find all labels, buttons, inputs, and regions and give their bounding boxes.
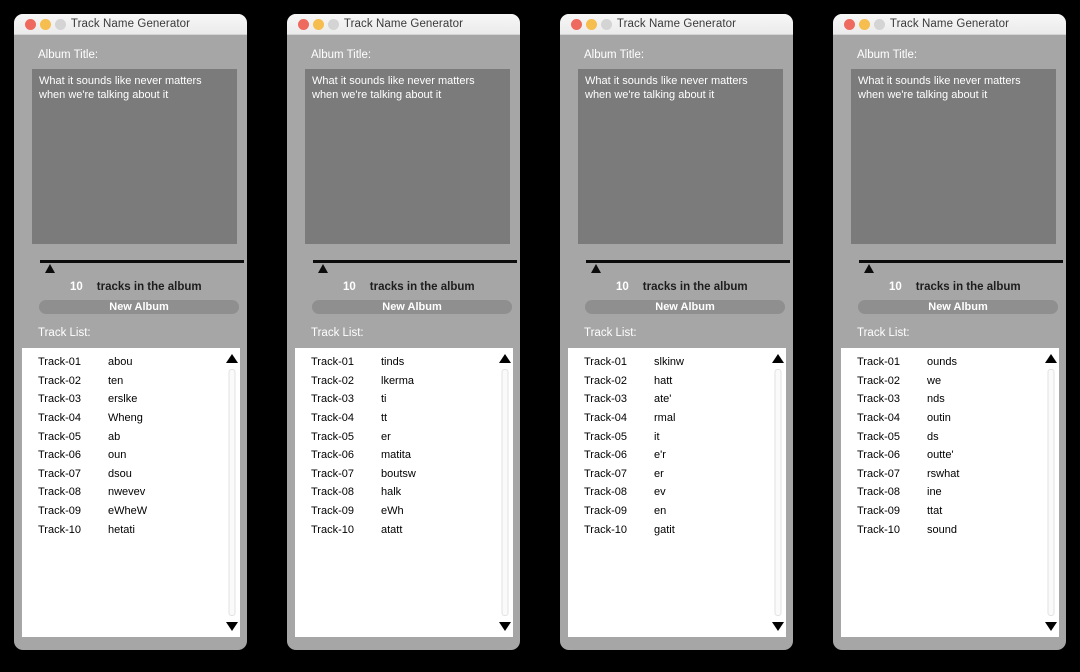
track-id: Track-08 (584, 486, 627, 499)
track-id: Track-10 (38, 523, 81, 536)
track-id: Track-04 (38, 412, 81, 425)
track-count-row (833, 280, 1066, 294)
scrollbar[interactable] (496, 348, 513, 637)
album-title-textarea[interactable]: What it sounds like never matters when we're talking about it (578, 69, 783, 244)
scroll-down-icon[interactable] (226, 622, 238, 631)
slider-pointer-icon[interactable] (591, 264, 601, 273)
traffic-lights (25, 14, 66, 34)
zoom-button[interactable] (874, 19, 885, 30)
track-name: we (927, 374, 942, 387)
track-name: ten (108, 374, 124, 387)
track-row[interactable] (584, 520, 770, 539)
track-id: Track-08 (857, 486, 900, 499)
album-title-label: Album Title: (311, 49, 372, 61)
close-button[interactable] (571, 19, 582, 30)
track-row[interactable] (857, 483, 1043, 502)
track-list-label: Track List: (38, 327, 91, 339)
zoom-button[interactable] (328, 19, 339, 30)
titlebar[interactable] (560, 14, 793, 35)
track-name: dsou (108, 467, 132, 480)
scroll-down-icon[interactable] (772, 622, 784, 631)
scroll-up-icon[interactable] (499, 354, 511, 363)
scrollbar[interactable] (223, 348, 240, 637)
track-id: Track-01 (584, 356, 627, 369)
track-row[interactable] (311, 409, 497, 428)
slider-pointer-icon[interactable] (864, 264, 874, 273)
zoom-button[interactable] (601, 19, 612, 30)
track-rows (584, 353, 770, 539)
track-row[interactable] (857, 427, 1043, 446)
track-name: eWheW (108, 505, 148, 518)
track-name: ds (927, 430, 939, 443)
album-title-label: Album Title: (857, 49, 918, 61)
track-id: Track-07 (857, 467, 900, 480)
window-title: Track Name Generator (889, 18, 1010, 30)
track-name: it (654, 430, 660, 443)
track-listbox (841, 348, 1059, 637)
window-title: Track Name Generator (343, 18, 464, 30)
window-2 (287, 14, 520, 650)
track-name: er (381, 430, 391, 443)
scroll-down-icon[interactable] (499, 622, 511, 631)
traffic-lights (844, 14, 885, 34)
track-row[interactable] (857, 446, 1043, 465)
track-count-row (560, 280, 793, 294)
titlebar[interactable] (833, 14, 1066, 35)
minimize-button[interactable] (586, 19, 597, 30)
track-name: ttat (927, 505, 943, 518)
track-count-caption: tracks in the album (642, 281, 748, 293)
album-title-textarea[interactable]: What it sounds like never matters when we're talking about it (305, 69, 510, 244)
track-id: Track-01 (38, 356, 81, 369)
track-row[interactable] (584, 465, 770, 484)
track-listbox (568, 348, 786, 637)
track-id: Track-07 (584, 467, 627, 480)
track-count-value: 10 (889, 281, 902, 293)
window-title: Track Name Generator (70, 18, 191, 30)
track-name: matita (381, 449, 411, 462)
album-title-textarea[interactable]: What it sounds like never matters when we're talking about it (32, 69, 237, 244)
track-row[interactable] (38, 353, 224, 372)
track-name: oun (108, 449, 127, 462)
track-name: nds (927, 393, 945, 406)
new-album-button[interactable]: New Album (312, 300, 512, 314)
track-row[interactable] (584, 390, 770, 409)
scroll-up-icon[interactable] (226, 354, 238, 363)
track-row[interactable] (857, 372, 1043, 391)
minimize-button[interactable] (40, 19, 51, 30)
scroll-thumb[interactable] (228, 369, 235, 616)
traffic-lights (298, 14, 339, 34)
track-count-caption: tracks in the album (96, 281, 202, 293)
track-id: Track-05 (584, 430, 627, 443)
track-id: Track-01 (311, 356, 354, 369)
track-name: outte' (927, 449, 954, 462)
track-row[interactable] (38, 390, 224, 409)
track-row[interactable] (38, 446, 224, 465)
track-id: Track-08 (311, 486, 354, 499)
track-id: Track-10 (311, 523, 354, 536)
track-row[interactable] (857, 465, 1043, 484)
track-count-slider[interactable] (313, 260, 517, 272)
album-title-label: Album Title: (38, 49, 99, 61)
track-row[interactable] (38, 483, 224, 502)
track-row[interactable] (311, 390, 497, 409)
track-name: ti (381, 393, 387, 406)
track-name: eWh (381, 505, 404, 518)
track-id: Track-02 (311, 374, 354, 387)
minimize-button[interactable] (313, 19, 324, 30)
album-title-label: Album Title: (584, 49, 645, 61)
track-id: Track-04 (857, 412, 900, 425)
track-name: sound (927, 523, 957, 536)
track-name: lkerma (381, 374, 415, 387)
track-rows (857, 353, 1043, 539)
window-1 (14, 14, 247, 650)
track-list-label: Track List: (857, 327, 910, 339)
slider-pointer-icon[interactable] (45, 264, 55, 273)
new-album-button[interactable]: New Album (39, 300, 239, 314)
track-count-slider[interactable] (859, 260, 1063, 272)
zoom-button[interactable] (55, 19, 66, 30)
track-row[interactable] (857, 409, 1043, 428)
track-id: Track-07 (38, 467, 81, 480)
track-row[interactable] (857, 390, 1043, 409)
track-id: Track-06 (311, 449, 354, 462)
new-album-button[interactable]: New Album (858, 300, 1058, 314)
scrollbar[interactable] (769, 348, 786, 637)
track-id: Track-05 (311, 430, 354, 443)
track-name: abou (108, 356, 133, 369)
track-listbox (22, 348, 240, 637)
track-name: erslke (108, 393, 138, 406)
track-row[interactable] (584, 353, 770, 372)
track-id: Track-06 (857, 449, 900, 462)
track-name: ounds (927, 356, 957, 369)
close-button[interactable] (298, 19, 309, 30)
track-name: boutsw (381, 467, 416, 480)
track-id: Track-10 (857, 523, 900, 536)
track-row[interactable] (38, 502, 224, 521)
track-id: Track-03 (584, 393, 627, 406)
scrollbar[interactable] (1042, 348, 1059, 637)
track-rows (38, 353, 224, 539)
track-list-label: Track List: (584, 327, 637, 339)
track-row[interactable] (311, 427, 497, 446)
track-id: Track-06 (38, 449, 81, 462)
scroll-thumb[interactable] (1047, 369, 1054, 616)
track-name: hetati (108, 523, 135, 536)
track-id: Track-08 (38, 486, 81, 499)
track-row[interactable] (857, 502, 1043, 521)
track-id: Track-03 (311, 393, 354, 406)
track-id: Track-04 (311, 412, 354, 425)
track-count-value: 10 (616, 281, 629, 293)
track-id: Track-05 (38, 430, 81, 443)
traffic-lights (571, 14, 612, 34)
new-album-button[interactable]: New Album (585, 300, 785, 314)
window-3 (560, 14, 793, 650)
track-row[interactable] (38, 372, 224, 391)
track-row[interactable] (311, 502, 497, 521)
track-count-row (14, 280, 247, 294)
track-row[interactable] (38, 520, 224, 539)
track-name: ate' (654, 393, 672, 406)
track-count-row (287, 280, 520, 294)
scroll-up-icon[interactable] (772, 354, 784, 363)
track-row[interactable] (311, 446, 497, 465)
track-name: Wheng (108, 412, 143, 425)
track-list-label: Track List: (311, 327, 364, 339)
track-count-caption: tracks in the album (915, 281, 1021, 293)
track-row[interactable] (584, 446, 770, 465)
track-row[interactable] (584, 502, 770, 521)
track-row[interactable] (38, 427, 224, 446)
track-name: atatt (381, 523, 403, 536)
track-name: ev (654, 486, 666, 499)
track-name: rmal (654, 412, 676, 425)
track-name: halk (381, 486, 402, 499)
track-row[interactable] (584, 409, 770, 428)
track-name: er (654, 467, 664, 480)
scroll-thumb[interactable] (774, 369, 781, 616)
scroll-up-icon[interactable] (1045, 354, 1057, 363)
track-id: Track-03 (38, 393, 81, 406)
track-id: Track-10 (584, 523, 627, 536)
track-name: outin (927, 412, 951, 425)
track-row[interactable] (38, 465, 224, 484)
track-row[interactable] (584, 483, 770, 502)
track-id: Track-09 (38, 505, 81, 518)
track-id: Track-02 (857, 374, 900, 387)
track-row[interactable] (311, 520, 497, 539)
track-row[interactable] (584, 427, 770, 446)
titlebar[interactable] (14, 14, 247, 35)
track-name: ine (927, 486, 942, 499)
track-count-slider[interactable] (586, 260, 790, 272)
track-id: Track-02 (38, 374, 81, 387)
track-row[interactable] (311, 372, 497, 391)
track-row[interactable] (311, 483, 497, 502)
track-id: Track-05 (857, 430, 900, 443)
track-id: Track-09 (311, 505, 354, 518)
track-id: Track-09 (857, 505, 900, 518)
track-name: rswhat (927, 467, 960, 480)
track-name: en (654, 505, 667, 518)
track-name: tinds (381, 356, 405, 369)
track-count-caption: tracks in the album (369, 281, 475, 293)
minimize-button[interactable] (859, 19, 870, 30)
track-count-value: 10 (70, 281, 83, 293)
track-name: tt (381, 412, 388, 425)
track-id: Track-02 (584, 374, 627, 387)
scroll-thumb[interactable] (501, 369, 508, 616)
track-row[interactable] (311, 353, 497, 372)
track-rows (311, 353, 497, 539)
track-name: hatt (654, 374, 673, 387)
track-name: gatit (654, 523, 675, 536)
close-button[interactable] (844, 19, 855, 30)
track-name: e'r (654, 449, 666, 462)
track-id: Track-09 (584, 505, 627, 518)
track-row[interactable] (857, 520, 1043, 539)
album-title-textarea[interactable]: What it sounds like never matters when we're talking about it (851, 69, 1056, 244)
track-name: slkinw (654, 356, 684, 369)
track-count-value: 10 (343, 281, 356, 293)
scroll-down-icon[interactable] (1045, 622, 1057, 631)
slider-pointer-icon[interactable] (318, 264, 328, 273)
track-row[interactable] (857, 353, 1043, 372)
window-4 (833, 14, 1066, 650)
track-count-slider[interactable] (40, 260, 244, 272)
titlebar[interactable] (287, 14, 520, 35)
track-name: nwevev (108, 486, 146, 499)
track-id: Track-06 (584, 449, 627, 462)
track-name: ab (108, 430, 121, 443)
track-row[interactable] (38, 409, 224, 428)
track-listbox (295, 348, 513, 637)
track-row[interactable] (311, 465, 497, 484)
track-id: Track-01 (857, 356, 900, 369)
close-button[interactable] (25, 19, 36, 30)
track-id: Track-03 (857, 393, 900, 406)
track-id: Track-04 (584, 412, 627, 425)
window-title: Track Name Generator (616, 18, 737, 30)
track-row[interactable] (584, 372, 770, 391)
track-id: Track-07 (311, 467, 354, 480)
